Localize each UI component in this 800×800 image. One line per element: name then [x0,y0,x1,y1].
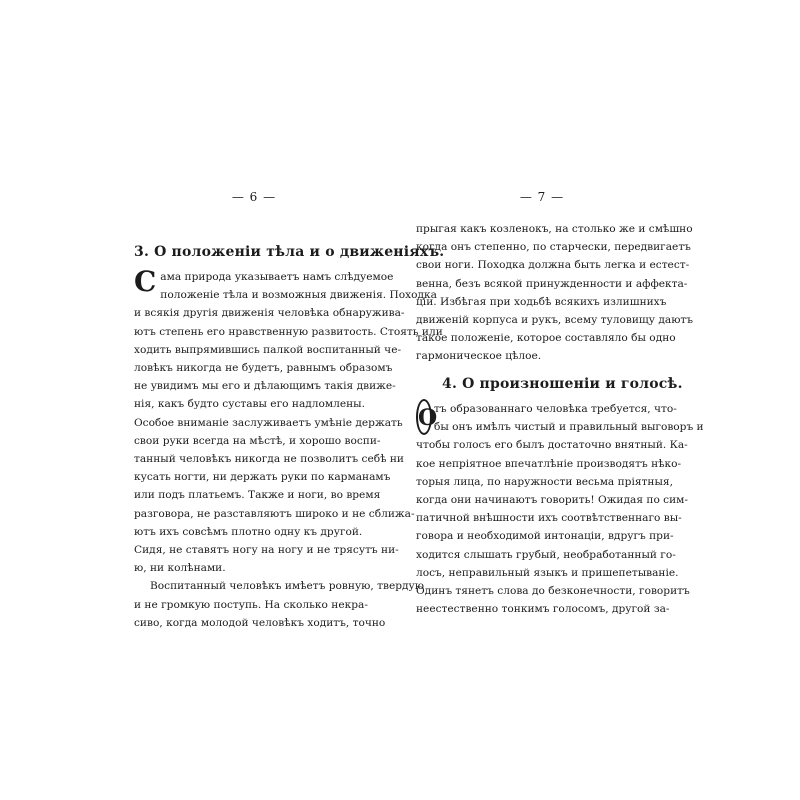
text-line: ціи. Избѣгая при ходьбѣ всякихъ излишнихъ [416,295,667,308]
text-line: и не громкую поступь. На сколько некра- [134,598,368,611]
right-body-text-top [416,220,694,366]
text-line: когда онъ степенно, по старчески, передвигаетъ [416,241,691,254]
text-line: ютъ ихъ совсѣмъ плотно одну къ другой. [134,525,363,538]
text-line: говора и необходимой интонаціи, вдругъ при- [416,530,674,543]
text-line: танный человѣкъ никогда не позволитъ себѣ ни [134,453,404,466]
text-line: гармоническое цѣлое. [416,350,542,363]
text-line: патичной внѣшности ихъ соотвѣтственнаго вы- [416,512,682,525]
text-line: разговора, не разставляютъ широко и не сближа- [134,507,415,520]
text-line: нія, какъ будто суставы его надломлены. [134,398,365,411]
text-line: кусать ногти, ни держать руки по карманамъ [134,471,391,484]
text-line: ама природа указываетъ намъ слѣдуемое [160,271,394,283]
text-line: свои ноги. Походка должна быть легка и естест- [416,259,690,272]
text-line: Одинъ тянетъ слова до безконечности, говоритъ [416,585,690,598]
text-line: движеній корпуса и рукъ, всему туловищу даютъ [416,314,694,327]
drop-cap-letter: С [134,265,157,298]
text-line: тъ образованнаго человѣка требуется, что- [434,403,677,415]
text-line: Сидя, не ставятъ ногу на ногу и не трясутъ ни- [134,544,399,557]
drop-cap-right [416,399,438,435]
text-line: неестественно тонкимъ голосомъ, другой за- [416,603,670,616]
text-line: и всякія другія движенія человѣка обнаружива- [134,307,405,320]
drop-cap-letter: О [416,399,432,435]
page-number-right: — 7 — [519,190,565,204]
right-body-text [416,400,704,618]
text-line: лосъ, неправильный языкъ и пришепетываніе. [416,566,679,579]
page-number-left: — 6 — [231,190,277,204]
text-line: положеніе тѣла и возможныя движенія. Походка [160,289,437,302]
text-line: Воспитанный человѣкъ имѣетъ ровную, твердую [150,580,424,593]
text-line: бы онъ имѣлъ чистый и правильный выговоръ и [434,421,704,434]
text-line: ходится слышать грубый, необработанный го- [416,548,676,561]
text-line: или подъ платьемъ. Также и ноги, во время [134,489,381,502]
text-line: такое положеніе, которое составляло бы одно [416,332,676,345]
text-line: кое непріятное впечатлѣніе производятъ нѣко- [416,457,682,470]
text-line: сиво, когда молодой человѣкъ ходитъ, точно [134,616,386,629]
text-line: Особое вниманіе заслуживаетъ умѣніе держать [134,416,403,429]
text-line: не увидимъ мы его и дѣлающимъ такія движе- [134,380,396,393]
text-line: когда они начинаютъ говорить! Ожидая по сим- [416,494,688,507]
text-line: венна, безъ всякой принужденности и аффекта- [416,277,688,290]
section-heading-3: 3. О положеніи тѣла и о движеніяхъ. [134,244,445,260]
left-body-text [134,265,443,632]
text-line: прыгая какъ козленокъ, на столько же и смѣшно [416,223,693,235]
right-page [416,0,704,800]
text-line: свои руки всегда на мѣстѣ, и хорошо воспи- [134,434,381,447]
text-line: ловѣкъ никогда не будетъ, равнымъ образомъ [134,362,393,375]
drop-cap-left [134,267,158,303]
text-line: ю, ни колѣнами. [134,562,226,575]
text-line: ютъ степень его нравственную развитость. Стоять или [134,325,443,338]
text-line: чтобы голосъ его былъ достаточно внятный. Ка- [416,439,688,452]
left-page [134,0,445,800]
text-line: торыя лица, по наружности весьма пріятныя, [416,475,673,488]
section-heading-4: 4. О произношеніи и голосѣ. [442,376,683,392]
text-line: ходить выпрямившись палкой воспитанный че- [134,343,402,356]
